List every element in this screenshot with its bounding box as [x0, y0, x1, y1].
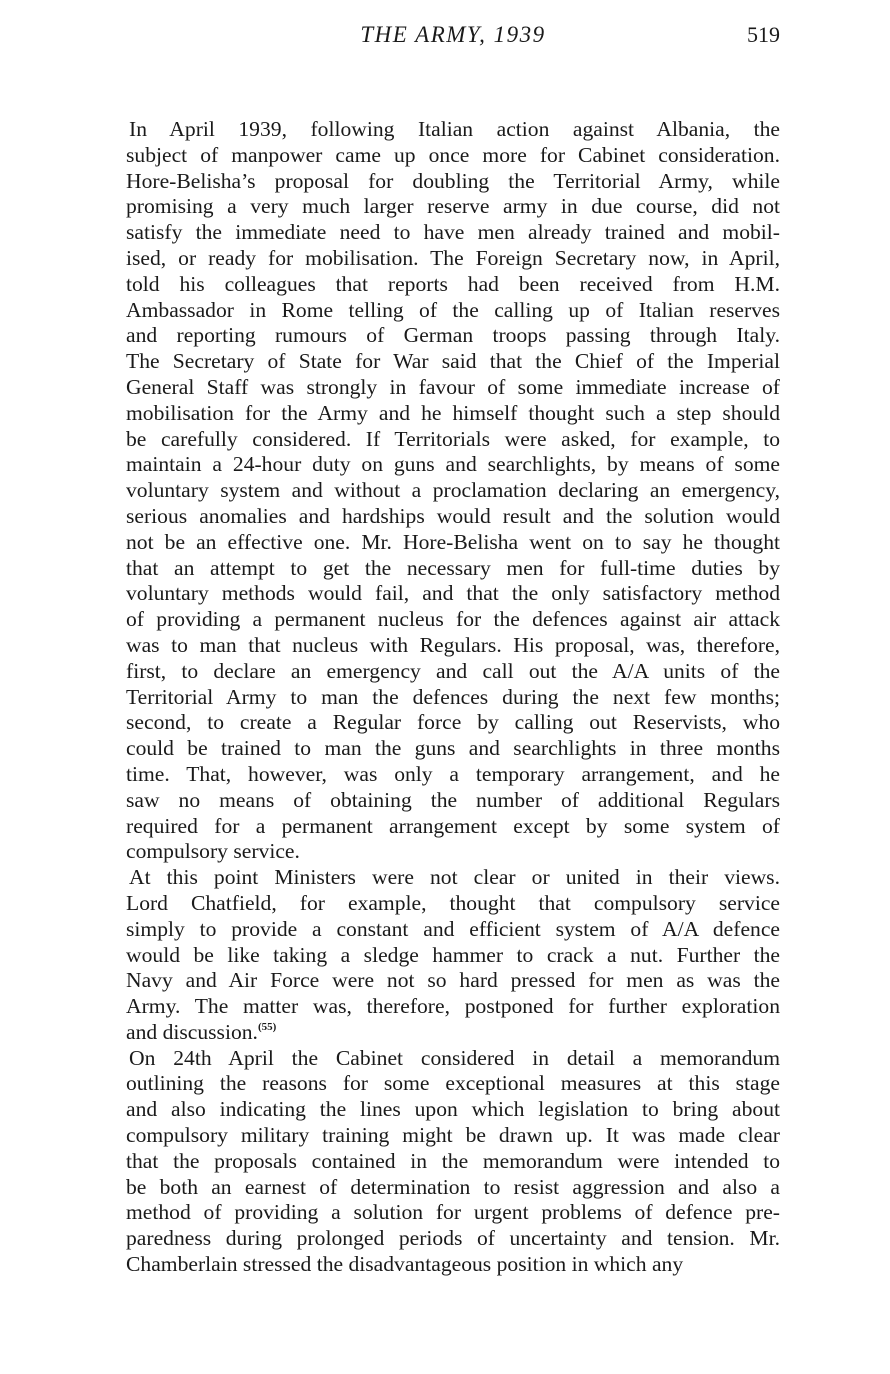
text-line	[126, 581, 780, 607]
line-text: The Secretary of State for War said that the Chief of the Imperial	[126, 349, 780, 374]
text-line	[126, 117, 780, 143]
text-line	[126, 194, 780, 220]
line-text: that an attempt to get the necessary men for full-time duties by	[126, 555, 780, 580]
line-text: be both an earnest of determination to resist aggression and also a	[126, 1174, 780, 1199]
line-text: voluntary system and without a proclamation declaring an emergency,	[126, 478, 780, 503]
line-text: that the proposals contained in the memorandum were intended to	[126, 1148, 780, 1173]
text-line	[126, 1200, 780, 1226]
line-text: and also indicating the lines upon which legislation to bring about	[126, 1097, 780, 1122]
text-line	[126, 220, 780, 246]
line-text: and discussion.	[126, 1019, 258, 1044]
body-text	[126, 117, 780, 1278]
page-header	[126, 22, 780, 52]
line-text: was to man that nucleus with Regulars. His proposal, was, therefore,	[126, 632, 780, 657]
line-text: required for a permanent arrangement except by some system of	[126, 813, 780, 838]
text-line	[126, 530, 780, 556]
line-text: serious anomalies and hardships would result and the solution would	[126, 503, 780, 528]
text-line	[126, 556, 780, 582]
text-line	[126, 762, 780, 788]
text-line	[126, 349, 780, 375]
text-line	[126, 478, 780, 504]
text-line	[126, 1046, 780, 1072]
text-line	[126, 685, 780, 711]
text-line	[126, 607, 780, 633]
text-line	[126, 504, 780, 530]
line-text: Territorial Army to man the defences during the next few months;	[126, 684, 780, 709]
line-text: would be like taking a sledge hammer to crack a nut. Further the	[126, 942, 780, 967]
line-text: mobilisation for the Army and he himself thought such a step should	[126, 400, 780, 425]
text-line	[126, 943, 780, 969]
line-text: General Staff was strongly in favour of some immediate increase of	[126, 374, 780, 399]
text-line	[126, 917, 780, 943]
text-line	[126, 401, 780, 427]
text-line	[126, 246, 780, 272]
text-line	[126, 633, 780, 659]
line-text: At this point Ministers were not clear or united in their views.	[129, 865, 780, 890]
line-text: simply to provide a constant and efficient system of A/A defence	[126, 916, 780, 941]
text-line	[126, 298, 780, 324]
paragraph-1	[126, 117, 780, 865]
text-line	[126, 1226, 780, 1252]
text-line	[126, 452, 780, 478]
line-text: method of providing a solution for urgent problems of defence pre-	[126, 1200, 780, 1225]
line-text: subject of manpower came up once more for Cabinet consideration.	[126, 142, 780, 167]
line-text: Ambassador in Rome telling of the calling up of Italian reserves	[126, 297, 780, 322]
text-line	[126, 1071, 780, 1097]
text-line	[126, 1020, 780, 1046]
line-text: saw no means of obtaining the number of additional Regulars	[126, 787, 780, 812]
line-text: Army. The matter was, therefore, postponed for further exploration	[126, 994, 780, 1019]
paragraph-3	[126, 1046, 780, 1278]
text-line	[126, 1097, 780, 1123]
text-line	[126, 994, 780, 1020]
line-text: be carefully considered. If Territorials were asked, for example, to	[126, 426, 780, 451]
text-line	[126, 814, 780, 840]
line-text: time. That, however, was only a temporary arrangement, and he	[126, 761, 780, 786]
running-title: THE ARMY, 1939	[360, 22, 546, 47]
line-text: Navy and Air Force were not so hard pressed for men as was the	[126, 968, 780, 993]
text-line	[126, 968, 780, 994]
text-line	[126, 736, 780, 762]
text-line	[126, 1252, 780, 1278]
line-text: not be an effective one. Mr. Hore-Belisha went on to say he thought	[126, 529, 780, 554]
line-text: of providing a permanent nucleus for the defences against air attack	[126, 607, 780, 632]
text-line	[126, 659, 780, 685]
text-line	[126, 143, 780, 169]
text-line	[126, 272, 780, 298]
page-number: 519	[747, 22, 780, 47]
text-line	[126, 1175, 780, 1201]
line-text: In April 1939, following Italian action against Albania, the	[129, 117, 780, 141]
line-text: paredness during prolonged periods of uncertainty and tension. Mr.	[126, 1226, 780, 1251]
line-text: satisfy the immediate need to have men already trained and mobil-	[126, 220, 780, 245]
line-text: compulsory service.	[126, 839, 300, 864]
line-text: voluntary methods would fail, and that the only satisfactory method	[126, 581, 780, 606]
line-text: Lord Chatfield, for example, thought that compulsory service	[126, 890, 780, 915]
line-text: first, to declare an emergency and call out the A/A units of the	[126, 658, 780, 683]
line-text: outlining the reasons for some exceptional measures at this stage	[126, 1071, 780, 1096]
text-line	[126, 865, 780, 891]
line-text: ised, or ready for mobilisation. The Foreign Secretary now, in April,	[126, 245, 780, 270]
paragraph-2	[126, 865, 780, 1046]
text-line	[126, 375, 780, 401]
text-line	[126, 323, 780, 349]
text-line	[126, 710, 780, 736]
text-line	[126, 1123, 780, 1149]
line-text: and reporting rumours of German troops passing through Italy.	[126, 323, 780, 348]
line-text: told his colleagues that reports had been received from H.M.	[126, 271, 780, 296]
footnote-reference: (55)	[257, 1020, 277, 1033]
text-line	[126, 1149, 780, 1175]
text-line	[126, 788, 780, 814]
line-text: could be trained to man the guns and searchlights in three months	[126, 736, 780, 761]
line-text: promising a very much larger reserve army in due course, did not	[126, 194, 780, 219]
line-text: Hore-Belisha’s proposal for doubling the Territorial Army, while	[126, 168, 780, 193]
line-text: On 24th April the Cabinet considered in detail a memorandum	[129, 1045, 780, 1070]
line-text: second, to create a Regular force by calling out Reservists, who	[126, 710, 780, 735]
text-line	[126, 427, 780, 453]
line-text: Chamberlain stressed the disadvantageous position in which any	[126, 1252, 684, 1277]
line-text: maintain a 24-hour duty on guns and searchlights, by means of some	[126, 452, 780, 477]
text-line	[126, 169, 780, 195]
line-text: compulsory military training might be drawn up. It was made clear	[126, 1123, 780, 1148]
text-line	[126, 891, 780, 917]
text-line	[126, 839, 780, 865]
